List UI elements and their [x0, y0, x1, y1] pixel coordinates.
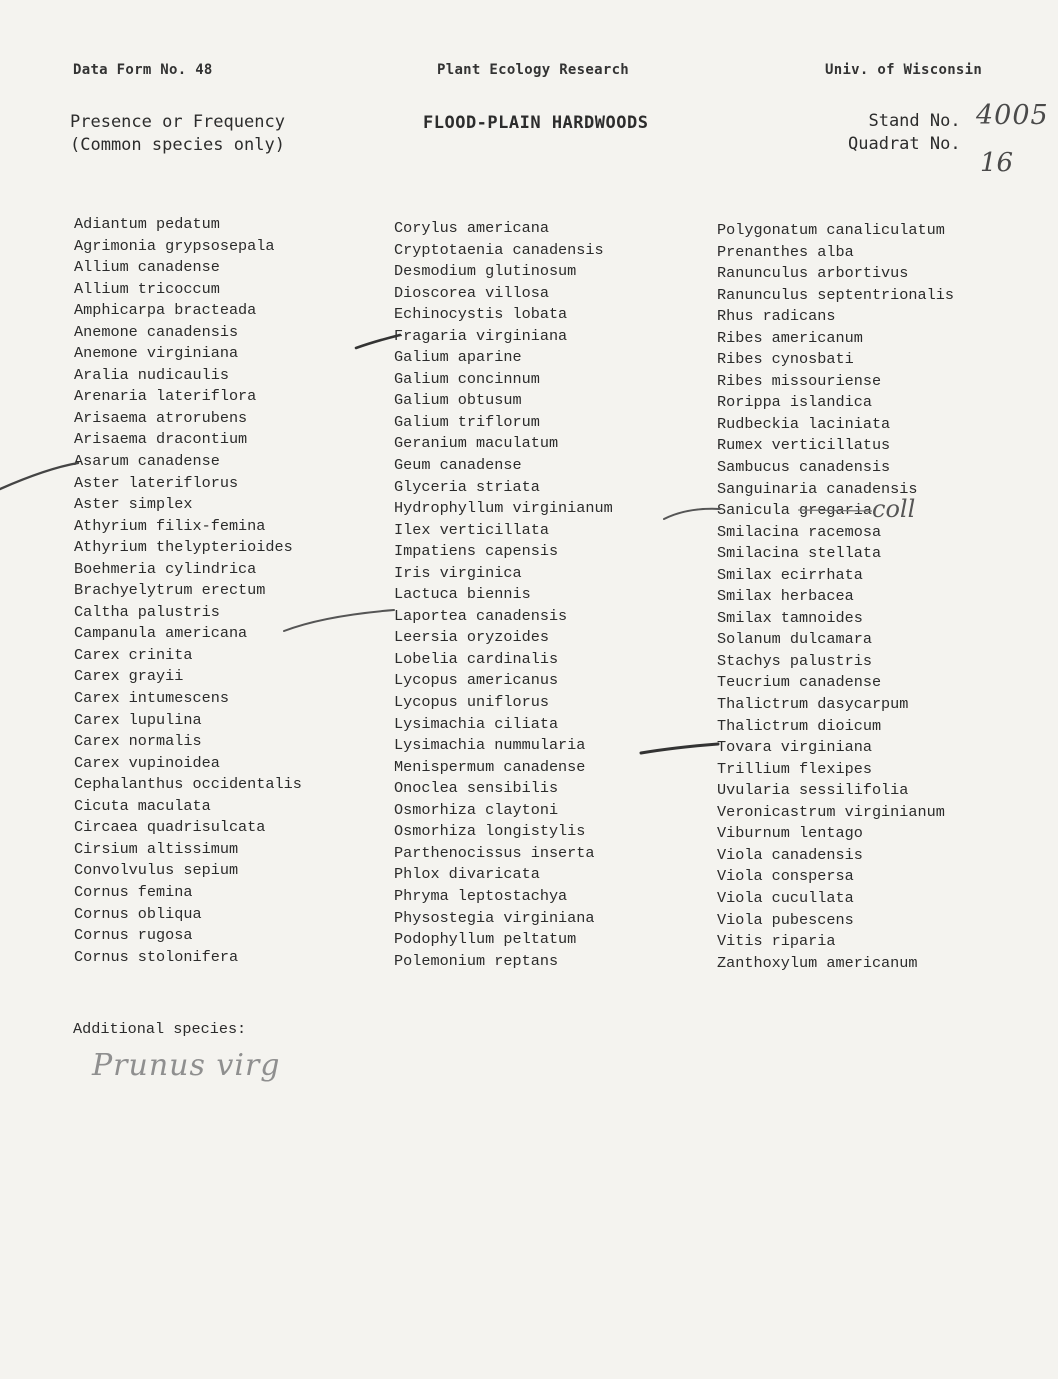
species-item: Galium obtusum — [394, 391, 522, 410]
species-item: Polygonatum canaliculatum — [717, 221, 945, 239]
species-item: Carex normalis — [74, 732, 202, 751]
species-item: Allium tricoccum — [74, 279, 220, 298]
species-item: Ranunculus arbortivus — [717, 264, 909, 283]
species-item: Physostegia virginiana — [394, 908, 595, 927]
additional-species-handwritten: Prunus virg — [92, 1048, 281, 1083]
species-item: Laportea canadensis — [394, 606, 568, 625]
pencil-tick-sanicula — [664, 509, 720, 519]
species-item: Arisaema atrorubens — [74, 408, 248, 427]
species-item: Teucrium canadense — [717, 673, 882, 692]
additional-species-label: Additional species: — [73, 1020, 247, 1038]
species-item: Lactuca biennis — [394, 585, 531, 604]
species-item: Leersia oryzoides — [394, 628, 549, 647]
species-item: Lysimachia ciliata — [394, 714, 559, 733]
species-item: Cephalanthus occidentalis — [74, 775, 302, 794]
species-item: Carex grayii — [74, 667, 184, 686]
species-item: Smilax herbacea — [717, 587, 854, 606]
species-column-2 — [394, 218, 613, 972]
species-item: Aster lateriflorus — [74, 473, 239, 492]
species-item: Smilax ecirrhata — [717, 565, 863, 584]
species-item: Arisaema dracontium — [74, 430, 248, 449]
species-item: Viola pubescens — [717, 910, 854, 929]
species-item: Veronicastrum virginianum — [717, 802, 945, 821]
quadrat-label: Quadrat No. — [848, 134, 961, 154]
species-item: Trillium flexipes — [717, 759, 872, 778]
program-name: Plant Ecology Research — [437, 62, 630, 78]
species-item: Dioscorea villosa — [394, 283, 549, 302]
species-item: Impatiens capensis — [394, 542, 559, 561]
species-item: Carex lupulina — [74, 710, 202, 729]
species-item: Caltha palustris — [74, 602, 220, 621]
species-item: Lysimachia nummularia — [394, 736, 586, 755]
community-title: FLOOD-PLAIN HARDWOODS — [423, 113, 649, 133]
species-item: Agrimonia grypsosepala — [74, 236, 275, 255]
species-item: Carex intumescens — [74, 689, 229, 708]
species-item: Sambucus canadensis — [717, 458, 891, 477]
species-item: Athyrium filix-femina — [74, 516, 266, 535]
species-item: Parthenocissus inserta — [394, 843, 595, 862]
species-item: Echinocystis lobata — [394, 305, 568, 324]
species-item: Osmorhiza longistylis — [394, 822, 586, 841]
species-item: Geranium maculatum — [394, 434, 559, 453]
species-item: Ribes missouriense — [717, 371, 882, 390]
species-item: Carex crinita — [74, 645, 193, 664]
species-item: Phryma leptostachya — [394, 886, 568, 905]
species-item: Rumex verticillatus — [717, 436, 891, 455]
species-item: Phlox divaricata — [394, 865, 540, 884]
species-item: Viola cucullata — [717, 888, 854, 907]
species-item: Cryptotaenia canadensis — [394, 240, 604, 259]
species-item: Rhus radicans — [717, 307, 836, 326]
species-item: Convolvulus sepium — [74, 861, 239, 880]
species-item: Corylus americana — [394, 219, 549, 237]
pencil-tick-tovara — [641, 744, 718, 753]
species-item: Smilacina racemosa — [717, 522, 882, 541]
species-item: Uvularia sessilifolia — [717, 781, 909, 800]
institution-name: Univ. of Wisconsin — [825, 62, 983, 78]
species-column-3 — [717, 220, 954, 974]
pencil-note-coll: coll — [872, 495, 916, 523]
species-item: Podophyllum peltatum — [394, 930, 577, 949]
species-item: Prenanthes alba — [717, 242, 854, 261]
presence-line-2: (Common species only) — [70, 135, 285, 155]
species-item: Cornus obliqua — [74, 904, 202, 923]
species-item: Amphicarpa bracteada — [74, 301, 257, 320]
species-item: Vitis riparia — [717, 932, 836, 951]
species-item: Aralia nudicaulis — [74, 365, 229, 384]
species-item: Cornus femina — [74, 882, 193, 901]
species-item: Sanicula gregaria — [717, 501, 872, 520]
species-item: Thalictrum dioicum — [717, 716, 882, 735]
species-item: Ribes cynosbati — [717, 350, 854, 369]
species-column-1 — [74, 214, 302, 968]
species-item: Anemone virginiana — [74, 344, 239, 363]
species-item: Thalictrum dasycarpum — [717, 695, 909, 714]
species-item: Zanthoxylum americanum — [717, 953, 918, 972]
stand-label: Stand No. — [868, 111, 961, 131]
species-item: Menispermum canadense — [394, 757, 586, 776]
stand-number-handwritten: 4005 — [976, 100, 1049, 131]
species-item: Stachys palustris — [717, 651, 872, 670]
species-item: Smilacina stellata — [717, 544, 882, 563]
species-item: Athyrium thelypterioides — [74, 538, 293, 557]
presence-line-1: Presence or Frequency — [70, 112, 285, 132]
species-item: Osmorhiza claytoni — [394, 800, 559, 819]
species-item: Smilax tamnoides — [717, 608, 863, 627]
species-item: Carex vupinoidea — [74, 753, 220, 772]
species-item: Allium canadense — [74, 258, 220, 277]
species-item: Tovara virginiana — [717, 738, 872, 757]
species-item: Cornus rugosa — [74, 926, 193, 945]
species-item: Circaea quadrisulcata — [74, 818, 266, 837]
species-item: Ranunculus septentrionalis — [717, 285, 954, 304]
species-item: Hydrophyllum virginianum — [394, 499, 613, 518]
species-item: Cirsium altissimum — [74, 839, 239, 858]
species-item: Campanula americana — [74, 624, 248, 643]
species-item: Adiantum pedatum — [74, 215, 220, 233]
species-item: Ribes americanum — [717, 328, 863, 347]
species-item: Fragaria virginiana — [394, 326, 568, 345]
stand-quadrat-labels — [848, 110, 961, 156]
species-item: Desmodium glutinosum — [394, 262, 577, 281]
species-item: Lycopus uniflorus — [394, 693, 549, 712]
species-item: Viola conspersa — [717, 867, 854, 886]
species-item: Sanguinaria canadensis — [717, 479, 918, 498]
species-item: Onoclea sensibilis — [394, 779, 559, 798]
species-item: Ilex verticillata — [394, 520, 549, 539]
species-item: Lobelia cardinalis — [394, 649, 559, 668]
pencil-tick-asarum — [0, 463, 78, 489]
species-item: Anemone canadensis — [74, 322, 239, 341]
species-item: Rorippa islandica — [717, 393, 872, 412]
presence-note — [70, 111, 285, 157]
species-item: Galium triflorum — [394, 412, 540, 431]
quadrat-number-handwritten: 16 — [980, 148, 1014, 178]
species-item: Cicuta maculata — [74, 796, 211, 815]
species-item: Rudbeckia laciniata — [717, 414, 891, 433]
species-item: Viburnum lentago — [717, 824, 863, 843]
species-item: Asarum canadense — [74, 452, 220, 471]
species-item: Geum canadense — [394, 456, 522, 475]
species-item: Boehmeria cylindrica — [74, 559, 257, 578]
species-item: Viola canadensis — [717, 845, 863, 864]
species-item: Lycopus americanus — [394, 671, 559, 690]
species-item: Galium concinnum — [394, 369, 540, 388]
species-item: Arenaria lateriflora — [74, 387, 257, 406]
species-item: Brachyelytrum erectum — [74, 581, 266, 600]
species-item: Aster simplex — [74, 495, 193, 514]
species-item: Iris virginica — [394, 563, 522, 582]
form-number: Data Form No. 48 — [73, 62, 213, 78]
species-item: Galium aparine — [394, 348, 522, 367]
species-item: Glyceria striata — [394, 477, 540, 496]
species-item: Solanum dulcamara — [717, 630, 872, 649]
species-item: Polemonium reptans — [394, 951, 559, 970]
species-item: Cornus stolonifera — [74, 947, 239, 966]
